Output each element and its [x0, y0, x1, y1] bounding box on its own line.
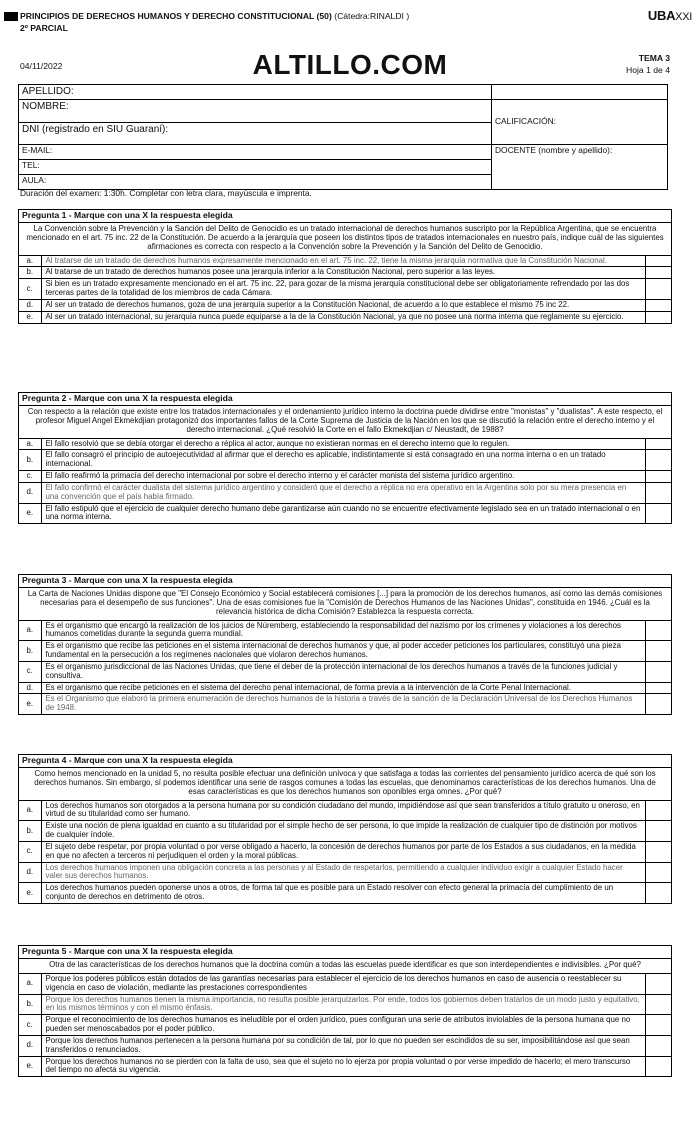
- option-text: Es el organismo que recibe peticiones en el sistema del derecho penal internacional, de forma previa a la intervención de la Corte Penal Internacional.: [41, 682, 645, 694]
- uba-logo: UBAXXI: [647, 8, 692, 23]
- question-stem: Otra de las características de los derechos humanos que la doctrina común a todas las escuelas puede identificar es que son interdependientes e indivisibles. ¿Por qué?: [19, 959, 671, 974]
- question-title: Pregunta 2 - Marque con una X la respuesta elegida: [19, 393, 671, 406]
- option-letter: c.: [19, 841, 41, 862]
- exam-date: 04/11/2022: [20, 61, 63, 71]
- option-row: [19, 299, 671, 311]
- option-letter: a.: [19, 439, 41, 450]
- question-4: [18, 754, 672, 904]
- options-table: [19, 256, 671, 323]
- option-letter: b.: [19, 450, 41, 471]
- option-text: El fallo reafirmó la primacía del derecho internacional por sobre el derecho interno y el carácter monista del sistema jurídico argentino.: [41, 471, 645, 483]
- answer-checkbox[interactable]: [645, 883, 671, 903]
- option-row: [19, 439, 671, 450]
- question-title: Pregunta 5 - Marque con una X la respuesta elegida: [19, 946, 671, 959]
- question-title: Pregunta 1 - Marque con una X la respuesta elegida: [19, 210, 671, 223]
- question-2: [18, 392, 672, 524]
- option-letter: c.: [19, 1015, 41, 1036]
- course-title: PRINCIPIOS DE DERECHOS HUMANOS Y DERECHO CONSTITUCIONAL (50) (Cátedra:RINALDI ): [20, 11, 410, 21]
- option-text: Al ser un tratado internacional, su jerarquía nunca puede equiparse a la de la Constitución Nacional, ya que no posee una norma interna que reglamente su ejercicio.: [41, 311, 645, 322]
- option-letter: a.: [19, 621, 41, 641]
- option-text: Es el organismo jurisdiccional de las Naciones Unidas, que tiene el deber de la protección internacional de los derechos humanos a través de la funciones judicial y consultiva.: [41, 661, 645, 682]
- exam-type: 2º PARCIAL: [20, 23, 68, 33]
- option-text: Es el organismo que recibe las peticiones en el sistema internacional de derechos humanos y que, al poder acceder peticiones los particulares, constituyó una pieza fundamental en la persecución a los regímenes nacionales que violaron derechos humanos.: [41, 641, 645, 662]
- option-row: [19, 841, 671, 862]
- option-text: Los derechos humanos pueden oponerse unos a otros, de forma tal que es posible para un Estado resolver con efecto general la primacía del cumplimiento de un conjunto de derechos en detrimento de otros.: [41, 883, 645, 903]
- option-row: [19, 682, 671, 694]
- answer-checkbox[interactable]: [645, 299, 671, 311]
- option-text: Porque los derechos humanos pertenecen a la persona humana por su condición de tal, por lo que no pueden ser escindidos de su ser, imposibilitándose así que sean transferidos o renunciados.: [41, 1035, 645, 1056]
- option-letter: d.: [19, 482, 41, 503]
- option-row: [19, 256, 671, 267]
- answer-checkbox[interactable]: [645, 311, 671, 322]
- option-row: [19, 994, 671, 1015]
- answer-checkbox[interactable]: [645, 682, 671, 694]
- answer-checkbox[interactable]: [645, 641, 671, 662]
- answer-checkbox[interactable]: [645, 694, 671, 714]
- option-row: [19, 503, 671, 523]
- email-field[interactable]: E-MAIL:: [19, 145, 492, 160]
- header-black-mark: [4, 12, 18, 21]
- option-letter: b.: [19, 267, 41, 279]
- option-letter: d.: [19, 682, 41, 694]
- page-indicator: Hoja 1 de 4: [626, 65, 670, 75]
- option-text: El fallo estipuló que el ejercicio de cualquier derecho humano debe garantizarse aún cuando no se encuentre efectivamente legislado sea en un tratado internacional o en una norma interna.: [41, 503, 645, 523]
- option-text: Si bien es un tratado expresamente mencionado en el art. 75 inc. 22, para gozar de la misma jerarquía constitucional debe ser obligatoriamente refrendado por las dos terceras partes de la totalidad de los miembros de cada Cámara.: [41, 279, 645, 300]
- option-letter: a.: [19, 974, 41, 994]
- option-letter: e.: [19, 694, 41, 714]
- docente-field[interactable]: DOCENTE (nombre y apellido):: [492, 145, 668, 190]
- option-row: [19, 482, 671, 503]
- option-row: [19, 883, 671, 903]
- question-title: Pregunta 3 - Marque con una X la respuesta elegida: [19, 575, 671, 588]
- option-text: Los derechos humanos son otorgados a la persona humana por su condición ciudadano del mundo, impidiéndose así que sean transferidos a título gratuito u oneroso, en virtud de su titularidad como ser humano.: [45, 800, 640, 819]
- option-row: [19, 267, 671, 279]
- option-row: [19, 621, 671, 641]
- calificacion-field[interactable]: CALIFICACIÓN:: [492, 100, 668, 145]
- option-letter: b.: [19, 994, 41, 1015]
- option-row: [19, 641, 671, 662]
- option-text: Porque los derechos humanos tienen la misma importancia, no resulta posible jerarquizarlos. Por ende, todos los gobiernos deben tratarlos de un modo justo y equitativo, en los mismos términos y con el mismo énfasis.: [41, 994, 645, 1015]
- option-text: Porque el reconocimiento de los derechos humanos es ineludible por el orden jurídico, pues configuran una serie de atributos inviolables de la persona humana que no pueden ser menoscabados por el poder público.: [41, 1015, 645, 1036]
- altillo-logo: ALTILLO.COM: [252, 49, 448, 80]
- answer-checkbox[interactable]: [645, 503, 671, 523]
- answer-checkbox[interactable]: [645, 801, 671, 821]
- answer-checkbox[interactable]: [645, 482, 671, 503]
- answer-checkbox[interactable]: [645, 994, 671, 1015]
- option-row: [19, 974, 671, 994]
- tel-field[interactable]: TEL:: [19, 160, 492, 175]
- answer-checkbox[interactable]: [645, 256, 671, 267]
- option-row: [19, 471, 671, 483]
- question-stem: La Convención sobre la Prevención y la Sanción del Delito de Genocidio es un tratado internacional de derechos humanos suscripto por la República Argentina, que se encuentra mencionado en el art. 75 inc. 22 de la Constitución. De acuerdo a la jerarquía que poseen los distintos tipos de tratados internacionales en nuestro país, indique cuál de las siguientes afirmaciones es correcta con respecto a la Convención sobre la Prevención y la Sanción del Delito de Genocidio.: [19, 223, 671, 256]
- option-row: [19, 450, 671, 471]
- question-1: [18, 209, 672, 324]
- answer-checkbox[interactable]: [645, 841, 671, 862]
- question-5: [18, 945, 672, 1077]
- answer-checkbox[interactable]: [645, 1035, 671, 1056]
- options-table: [19, 439, 671, 524]
- option-row: [19, 694, 671, 714]
- option-text: Al ser un tratado de derechos humanos, goza de una jerarquía superior a la Constitución Nacional, de acuerdo a lo que establece el mismo 75 inc 22.: [41, 299, 645, 311]
- answer-checkbox[interactable]: [645, 267, 671, 279]
- option-text: Los derechos humanos imponen una obligación concreta a las personas y al Estado de respetarlos, permitiendo a cualquier individuo exigir a cualquier Estado hacer valer sus derechos humanos.: [41, 862, 645, 883]
- question-3: [18, 574, 672, 715]
- option-row: [19, 1056, 671, 1076]
- option-row: [19, 1035, 671, 1056]
- option-text: Al tratarse de un tratado de derechos humanos expresamente mencionado en el art. 75 inc. 22, tiene la misma jerarquía normativa que la Constitución Nacional.: [45, 255, 607, 265]
- exam-instructions: Duración del examen: 1:30h. Completar con letra clara, mayúscula e imprenta.: [20, 188, 312, 198]
- question-stem: Con respecto a la relación que existe entre los tratados internacionales y el ordenamiento jurídico interno la doctrina puede dividirse entre "monistas" y "dualistas". A este respecto, el profesor Miguel Angel Ekmekdjian protagonizó dos importantes fallos de la Corte Suprema de Justicia de la Nación en los que se discutió la relación entre el derecho interno y el derecho internacional. ¿Qué resolvió la Corte en el fallo Ekmekdjian c/ Neustadt, de 1988?: [19, 406, 671, 439]
- answer-checkbox[interactable]: [645, 471, 671, 483]
- answer-checkbox[interactable]: [645, 974, 671, 994]
- option-text: Existe una noción de plena igualdad en cuanto a su titularidad por el simple hecho de ser persona, lo que impide la realización de cualquier tipo de distinción por motivos de cualquier índole.: [41, 821, 645, 842]
- option-letter: e.: [19, 503, 41, 523]
- aula-field[interactable]: AULA:: [19, 175, 492, 190]
- option-text: Al tratarse de un tratado de derechos humanos posee una jerarquía inferior a la Constitución Nacional, pero superior a las leyes.: [41, 267, 645, 279]
- option-row: [19, 279, 671, 300]
- option-text: El sujeto debe respetar, por propia voluntad o por verse obligado a hacerlo, la concesión de derechos humanos por parte de los Estados a sus ciudadanos, en la medida en que no afecten a terceros ni perjudiquen el orden y la moral públicas.: [41, 841, 645, 862]
- options-table: [19, 621, 671, 715]
- answer-checkbox[interactable]: [645, 439, 671, 450]
- option-letter: b.: [19, 821, 41, 842]
- option-letter: c.: [19, 661, 41, 682]
- answer-checkbox[interactable]: [645, 821, 671, 842]
- student-info-table: [18, 84, 668, 190]
- question-stem: Como hemos mencionado en la unidad 5, no resulta posible efectuar una definición unívoca y que satisfaga a todas las corrientes del pensamiento jurídico acerca de qué son los derechos humanos. Sin embargo, sí podemos identificar una serie de rasgos comunes a todas las escuelas, que denominamos características de los derechos humanos. Una de esas características es que los derechos humanos son oponibles erga omnes. ¿Por qué?: [19, 768, 671, 801]
- option-text: Porque los poderes públicos están dotados de las garantías necesarias para establecer el ejercicio de los derechos humanos en caso de ausencia o reestablecer su vigencia en caso de violación, mediante las prestaciones correspondientes: [45, 973, 622, 992]
- option-row: [19, 862, 671, 883]
- options-table: [19, 801, 671, 903]
- blank-cell: [492, 85, 668, 100]
- option-text: Porque los derechos humanos no se pierden con la falta de uso, sea que el sujeto no lo ejerza por propia voluntad o por verse impedido de hacerlo; el mero transcurso del tiempo no afecta su vigencia.: [41, 1056, 645, 1076]
- dni-field[interactable]: DNI (registrado en SIU Guaraní):: [19, 122, 492, 145]
- option-text: El fallo consagró el principio de autoejecutividad al afirmar que el derecho es aplicable, indistintamente si está consagrado en una norma interna o en un tratado internacional.: [41, 450, 645, 471]
- answer-checkbox[interactable]: [645, 621, 671, 641]
- option-letter: d.: [19, 1035, 41, 1056]
- option-text: Es el Organismo que elaboró la primera enumeración de derechos humanos de la historia a través de la sanción de la Declaración Universal de los Derechos Humanos de 1948.: [41, 694, 645, 714]
- option-letter: a.: [19, 801, 41, 821]
- option-letter: e.: [19, 883, 41, 903]
- option-row: [19, 801, 671, 821]
- option-letter: e.: [19, 1056, 41, 1076]
- option-text: El fallo confirmó el carácter dualista del sistema jurídico argentino y consideró que el derecho a réplica no era operativo en la Argentina solo por su mera presencia en una convención que el país había firmado.: [41, 482, 645, 503]
- question-stem: La Carta de Naciones Unidas dispone que "El Consejo Económico y Social establecerá comisiones [...] para la promoción de los derechos humanos, así como las demás comisiones necesarias para el desempeño de sus funciones". Una de esas comisiones fue la "Comisión de Derechos Humanos de las Naciones Unidas", constituida en 1946. ¿Cuál es la relevancia histórica de dicha Comisión? Establezca la respuesta correcta.: [19, 588, 671, 621]
- catedra: (Cátedra:RINALDI ): [334, 11, 410, 21]
- option-row: [19, 661, 671, 682]
- option-letter: a.: [19, 256, 41, 267]
- answer-checkbox[interactable]: [645, 279, 671, 300]
- option-letter: d.: [19, 862, 41, 883]
- answer-checkbox[interactable]: [645, 450, 671, 471]
- option-row: [19, 311, 671, 322]
- nombre-field[interactable]: NOMBRE:: [19, 100, 492, 123]
- option-letter: c.: [19, 279, 41, 300]
- answer-checkbox[interactable]: [645, 661, 671, 682]
- option-letter: c.: [19, 471, 41, 483]
- option-letter: d.: [19, 299, 41, 311]
- answer-checkbox[interactable]: [645, 862, 671, 883]
- option-row: [19, 1015, 671, 1036]
- option-letter: b.: [19, 641, 41, 662]
- option-letter: e.: [19, 311, 41, 322]
- question-title: Pregunta 4 - Marque con una X la respuesta elegida: [19, 755, 671, 768]
- apellido-field[interactable]: APELLIDO:: [19, 85, 492, 100]
- answer-checkbox[interactable]: [645, 1056, 671, 1076]
- options-table: [19, 974, 671, 1076]
- tema-label: TEMA 3: [638, 53, 670, 63]
- option-text: El fallo resolvió que se debía otorgar el derecho a réplica al actor, aunque no existieran normas en el derecho interno que lo regulen.: [45, 438, 510, 448]
- answer-checkbox[interactable]: [645, 1015, 671, 1036]
- option-text: Es el organismo que encargó la realización de los juicios de Núremberg, estableciendo la responsabilidad del nazismo por los crímenes y violaciones a los derechos humanos cometidas durante la segunda guerra mundial.: [45, 620, 621, 639]
- option-row: [19, 821, 671, 842]
